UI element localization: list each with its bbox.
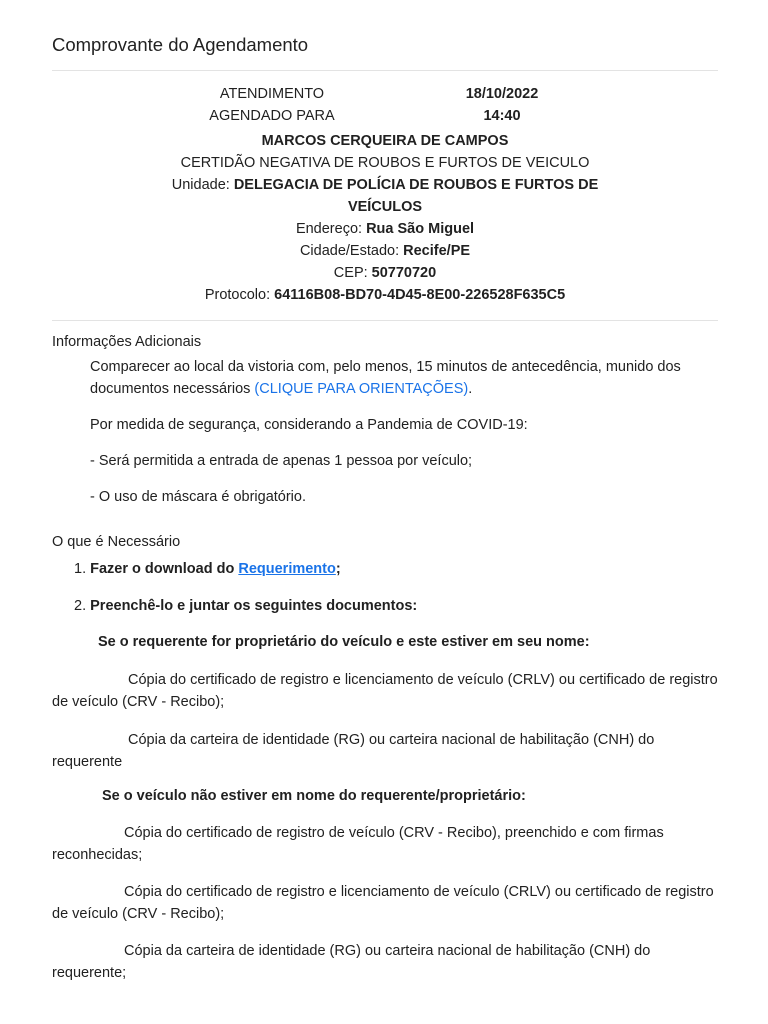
divider-top bbox=[52, 70, 718, 71]
requerimento-link[interactable]: Requerimento bbox=[238, 561, 336, 577]
additional-info-section bbox=[52, 334, 718, 508]
unit-value: DELEGACIA DE POLÍCIA DE ROUBOS E FURTOS DE VEÍCULOS bbox=[233, 177, 599, 215]
item1-text: Fazer o download do bbox=[90, 561, 239, 577]
requirements-item-fill bbox=[74, 598, 417, 614]
scheduled-row bbox=[52, 108, 718, 130]
attendance-label: ATENDIMENTO bbox=[219, 86, 325, 102]
info-arrival-end: . bbox=[468, 381, 473, 397]
scheduled-time: 14:40 bbox=[483, 108, 521, 124]
info-arrival-text: Comparecer ao local da vistoria com, pelo menos, 15 minutos de antecedência, munido dos documentos necessários bbox=[90, 359, 681, 397]
city-value: Recife/PE bbox=[403, 243, 471, 259]
orientation-link[interactable]: (CLIQUE PARA ORIENTAÇÕES) bbox=[254, 381, 469, 397]
attendance-date: 18/10/2022 bbox=[465, 86, 539, 102]
case-non-owner-doc-crv: Cópia do certificado de registro de veículo (CRV - Recibo), preenchido e com firmas reconhecidas; bbox=[52, 825, 664, 863]
item1-end: ; bbox=[335, 561, 341, 577]
unit-label: Unidade: bbox=[171, 177, 234, 193]
protocol-label: Protocolo: bbox=[204, 287, 275, 303]
cep-value: 50770720 bbox=[371, 265, 437, 281]
protocol-line bbox=[52, 284, 718, 306]
case-owner-doc-crlv: Cópia do certificado de registro e licenciamento de veículo (CRLV) ou certificado de registro de veículo (CRV - Recibo); bbox=[52, 672, 718, 710]
unit-line bbox=[165, 174, 605, 218]
requirements-heading: O que é Necessário bbox=[52, 534, 181, 550]
case-non-owner-doc-rg: Cópia da carteira de identidade (RG) ou carteira nacional de habilitação (CNH) do requerente; bbox=[52, 943, 651, 981]
applicant-name: MARCOS CERQUEIRA DE CAMPOS bbox=[261, 133, 509, 149]
attendance-row bbox=[52, 86, 718, 108]
address-label: Endereço: bbox=[295, 221, 367, 237]
info-paragraph-mask: - O uso de máscara é obrigatório. bbox=[90, 489, 306, 505]
item2-text: Preenchê-lo e juntar os seguintes documentos: bbox=[90, 598, 418, 614]
city-label: Cidade/Estado: bbox=[299, 243, 404, 259]
case-non-owner-heading: Se o veículo não estiver em nome do requerente/proprietário: bbox=[102, 788, 526, 804]
info-paragraph-arrival bbox=[52, 356, 718, 400]
case-owner-heading: Se o requerente for proprietário do veículo e este estiver em seu nome: bbox=[98, 634, 590, 650]
case-non-owner-doc-crlv: Cópia do certificado de registro e licenciamento de veículo (CRLV) ou certificado de registro de veículo (CRV - Recibo); bbox=[52, 884, 714, 922]
protocol-value: 64116B08-BD70-4D45-8E00-226528F635C5 bbox=[274, 287, 566, 303]
cep-line bbox=[52, 262, 718, 284]
address-line bbox=[52, 218, 718, 240]
case-owner-doc-rg: Cópia da carteira de identidade (RG) ou carteira nacional de habilitação (CNH) do requerente bbox=[52, 732, 655, 770]
additional-info-heading: Informações Adicionais bbox=[52, 334, 202, 350]
address-value: Rua São Miguel bbox=[366, 221, 475, 237]
appointment-summary bbox=[52, 86, 718, 306]
city-line bbox=[52, 240, 718, 262]
info-paragraph-covid: Por medida de segurança, considerando a Pandemia de COVID-19: bbox=[90, 417, 528, 433]
cep-label: CEP: bbox=[333, 265, 372, 281]
requirements-item-download bbox=[74, 561, 341, 577]
scheduled-label: AGENDADO PARA bbox=[209, 108, 335, 124]
page-title: Comprovante do Agendamento bbox=[52, 34, 309, 55]
service-name: CERTIDÃO NEGATIVA DE ROUBOS E FURTOS DE VEICULO bbox=[180, 155, 590, 171]
info-paragraph-one-person: - Será permitida a entrada de apenas 1 pessoa por veículo; bbox=[90, 453, 473, 469]
divider-middle bbox=[52, 320, 718, 321]
item2-number: 2. bbox=[74, 598, 91, 614]
item1-number: 1. bbox=[74, 561, 91, 577]
